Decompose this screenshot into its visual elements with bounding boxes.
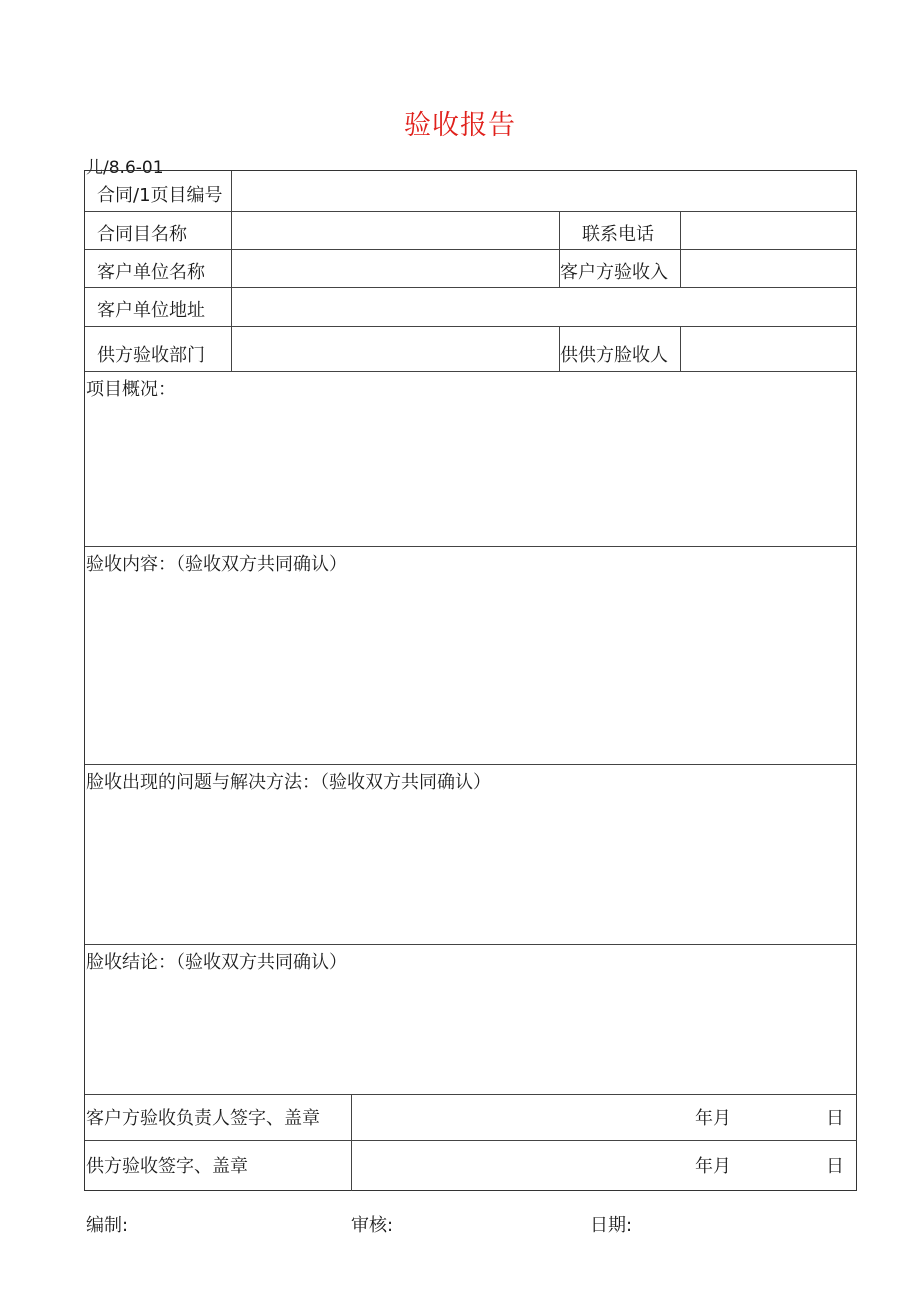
customer-unit-name-field[interactable] <box>233 250 558 286</box>
section-divider <box>85 546 857 547</box>
section-project-overview: 项目概况： <box>86 379 176 400</box>
section-divider <box>85 944 857 945</box>
section-issues-and-solutions: 脸收出现的问题与解决方法：（验收双方共同确认） <box>86 772 491 793</box>
acceptance-form-table <box>84 170 857 1191</box>
customer-sign-year-month: 年月 <box>695 1108 731 1129</box>
section-divider <box>85 764 857 765</box>
section-divider <box>85 1094 857 1095</box>
page-title: 验收报告 <box>404 110 516 141</box>
row-divider <box>85 371 857 372</box>
supplier-sign-year-month: 年月 <box>695 1156 731 1177</box>
label-supplier-department: 供方验收部门 <box>97 345 205 366</box>
contact-phone-field[interactable] <box>682 212 855 248</box>
supplier-acceptor-field[interactable] <box>682 327 855 370</box>
label-customer-signature: 客户方验收负责人签字、盖章 <box>86 1108 320 1129</box>
label-supplier-signature: 供方验收签字、盖章 <box>86 1156 248 1177</box>
project-name-field[interactable] <box>233 212 558 248</box>
customer-unit-address-field[interactable] <box>233 288 855 325</box>
column-divider <box>231 171 232 371</box>
footer-date: 日期: <box>590 1215 633 1236</box>
document-number: 儿/8.6-01 <box>86 158 164 178</box>
label-customer-unit-address: 客户单位地址 <box>97 300 205 321</box>
label-contact-phone: 联系电话 <box>582 224 654 245</box>
row-divider <box>85 1140 857 1141</box>
label-customer-unit-name: 客户单位名称 <box>97 262 205 283</box>
contract-number-field[interactable] <box>233 172 855 210</box>
footer-reviewed-by: 审核: <box>351 1215 394 1236</box>
supplier-sign-day: 日 <box>826 1156 844 1177</box>
column-divider <box>680 326 681 371</box>
column-divider <box>680 211 681 287</box>
label-supplier-acceptor: 供供方脸收人 <box>560 345 668 366</box>
section-acceptance-content: 验收内容：（验收双方共同确认） <box>86 554 347 575</box>
label-contract-number: 合同/1页目编号 <box>97 185 223 206</box>
customer-acceptor-field[interactable] <box>682 250 855 286</box>
label-customer-acceptor: 客户方验收入 <box>560 262 668 283</box>
customer-sign-day: 日 <box>826 1108 844 1129</box>
footer-compiled-by: 编制: <box>86 1215 129 1236</box>
supplier-department-field[interactable] <box>233 327 558 370</box>
column-divider <box>351 1094 352 1191</box>
section-acceptance-conclusion: 脸收结论：（验收双方共同确认） <box>86 952 347 973</box>
label-project-name: 合同目名称 <box>97 224 187 245</box>
